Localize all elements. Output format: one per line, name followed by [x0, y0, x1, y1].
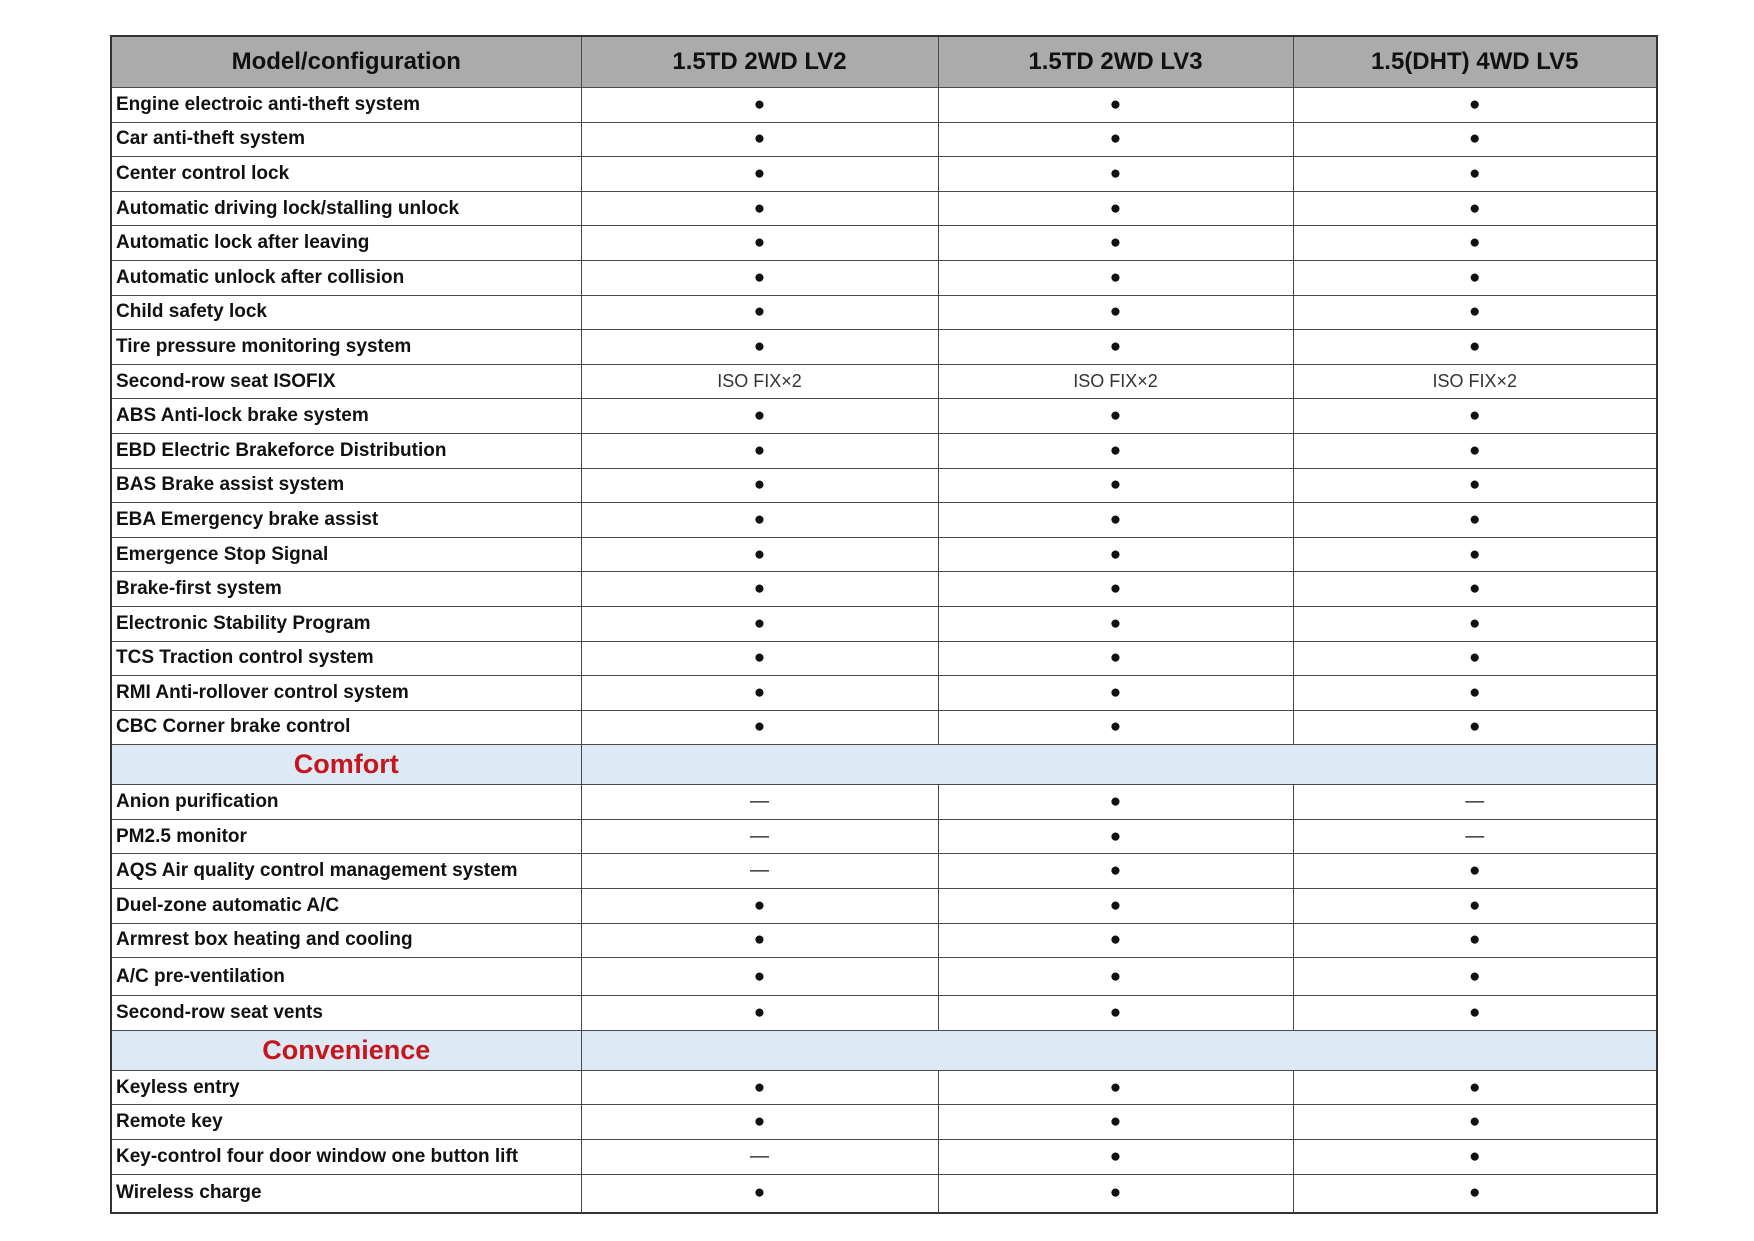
config-value: ●	[581, 572, 938, 607]
config-value: —	[1293, 785, 1657, 820]
table-row	[111, 226, 1657, 261]
feature-name: AQS Air quality control management system	[111, 854, 581, 889]
config-value: ●	[938, 433, 1293, 468]
feature-name: Automatic unlock after collision	[111, 260, 581, 295]
config-value: —	[581, 1140, 938, 1175]
table-row	[111, 1070, 1657, 1105]
feature-name: Key-control four door window one button lift	[111, 1140, 581, 1175]
config-value: ●	[1293, 157, 1657, 192]
table-row	[111, 676, 1657, 711]
header-lv2: 1.5TD 2WD LV2	[581, 36, 938, 88]
table-header	[111, 36, 1657, 88]
config-value: ●	[581, 676, 938, 711]
feature-name: TCS Traction control system	[111, 641, 581, 676]
table-row	[111, 330, 1657, 365]
config-value: ●	[581, 710, 938, 745]
config-value: ●	[938, 676, 1293, 711]
feature-name: Duel-zone automatic A/C	[111, 889, 581, 924]
header-lv5: 1.5(DHT) 4WD LV5	[1293, 36, 1657, 88]
feature-name: Anion purification	[111, 785, 581, 820]
feature-name: Emergence Stop Signal	[111, 537, 581, 572]
section-title: Comfort	[111, 745, 581, 785]
config-value: ●	[938, 572, 1293, 607]
table-row	[111, 399, 1657, 434]
table-row	[111, 572, 1657, 607]
config-value: ●	[938, 537, 1293, 572]
config-value: ●	[581, 889, 938, 924]
table-row	[111, 785, 1657, 820]
feature-name: Car anti-theft system	[111, 122, 581, 157]
feature-name: Electronic Stability Program	[111, 606, 581, 641]
config-value: ●	[1293, 433, 1657, 468]
config-value: ●	[938, 1140, 1293, 1175]
config-value: ●	[1293, 1174, 1657, 1213]
feature-name: Remote key	[111, 1105, 581, 1140]
config-value: ●	[581, 958, 938, 996]
table-row	[111, 260, 1657, 295]
feature-name: Keyless entry	[111, 1070, 581, 1105]
section-row	[111, 1030, 1657, 1070]
feature-name: EBA Emergency brake assist	[111, 503, 581, 538]
config-value: ●	[938, 157, 1293, 192]
section-row	[111, 745, 1657, 785]
feature-name: BAS Brake assist system	[111, 468, 581, 503]
config-value: ●	[938, 996, 1293, 1031]
config-value: ●	[938, 710, 1293, 745]
table-body	[111, 88, 1657, 1213]
feature-name: Second-row seat vents	[111, 996, 581, 1031]
section-fill	[581, 745, 1657, 785]
feature-name: RMI Anti-rollover control system	[111, 676, 581, 711]
config-value: ●	[938, 1105, 1293, 1140]
table-row	[111, 996, 1657, 1031]
feature-name: EBD Electric Brakeforce Distribution	[111, 433, 581, 468]
config-value: ●	[1293, 330, 1657, 365]
feature-name: A/C pre-ventilation	[111, 958, 581, 996]
config-value: ●	[581, 923, 938, 958]
feature-name: Tire pressure monitoring system	[111, 330, 581, 365]
config-value: ●	[938, 295, 1293, 330]
config-value: ●	[1293, 537, 1657, 572]
config-value: ●	[581, 226, 938, 261]
config-value: ●	[938, 923, 1293, 958]
config-value: —	[581, 819, 938, 854]
table-row	[111, 889, 1657, 924]
table-row	[111, 157, 1657, 192]
table-row	[111, 641, 1657, 676]
config-value: ●	[1293, 641, 1657, 676]
table-row	[111, 923, 1657, 958]
table-row	[111, 1174, 1657, 1213]
config-value: —	[1293, 819, 1657, 854]
config-value: ●	[1293, 889, 1657, 924]
feature-name: Brake-first system	[111, 572, 581, 607]
feature-name: CBC Corner brake control	[111, 710, 581, 745]
config-value: ●	[1293, 399, 1657, 434]
table-row	[111, 537, 1657, 572]
config-value: ●	[581, 537, 938, 572]
config-value: ●	[938, 889, 1293, 924]
config-value: ●	[581, 433, 938, 468]
config-value: ●	[938, 330, 1293, 365]
config-value: ●	[938, 1070, 1293, 1105]
section-fill	[581, 1030, 1657, 1070]
config-value: ISO FIX×2	[938, 364, 1293, 399]
config-value: ●	[938, 854, 1293, 889]
config-value: ●	[581, 330, 938, 365]
table-row	[111, 854, 1657, 889]
config-value: —	[581, 854, 938, 889]
header-lv3: 1.5TD 2WD LV3	[938, 36, 1293, 88]
feature-name: Automatic driving lock/stalling unlock	[111, 191, 581, 226]
feature-name: Automatic lock after leaving	[111, 226, 581, 261]
config-value: ●	[1293, 468, 1657, 503]
table-row	[111, 433, 1657, 468]
feature-name: Child safety lock	[111, 295, 581, 330]
config-value: ●	[938, 641, 1293, 676]
table-row	[111, 958, 1657, 996]
config-value: ●	[581, 1105, 938, 1140]
table-row	[111, 468, 1657, 503]
config-value: ●	[938, 606, 1293, 641]
header-model-configuration: Model/configuration	[111, 36, 581, 88]
config-value: ●	[938, 122, 1293, 157]
config-value: ●	[1293, 854, 1657, 889]
config-value: ●	[938, 260, 1293, 295]
config-value: ●	[1293, 191, 1657, 226]
config-value: ●	[581, 122, 938, 157]
feature-name: Engine electroic anti-theft system	[111, 88, 581, 123]
table-row	[111, 122, 1657, 157]
config-value: ●	[938, 88, 1293, 123]
config-value: ●	[1293, 572, 1657, 607]
config-value: ●	[1293, 676, 1657, 711]
config-value: ●	[581, 641, 938, 676]
config-value: ●	[938, 468, 1293, 503]
table-row	[111, 295, 1657, 330]
config-value: ●	[1293, 88, 1657, 123]
config-value: ●	[581, 996, 938, 1031]
config-value: ●	[581, 88, 938, 123]
config-value: ISO FIX×2	[1293, 364, 1657, 399]
config-value: ●	[1293, 260, 1657, 295]
config-value: ●	[1293, 996, 1657, 1031]
config-value: ●	[581, 1174, 938, 1213]
config-value: ●	[581, 1070, 938, 1105]
config-value: ●	[581, 295, 938, 330]
config-value: ●	[1293, 1070, 1657, 1105]
feature-name: Wireless charge	[111, 1174, 581, 1213]
config-value: ●	[581, 503, 938, 538]
config-value: ●	[1293, 226, 1657, 261]
config-value: —	[581, 785, 938, 820]
spec-table	[110, 35, 1658, 1214]
config-value: ●	[1293, 503, 1657, 538]
config-value: ●	[1293, 122, 1657, 157]
config-value: ●	[581, 468, 938, 503]
table-row	[111, 503, 1657, 538]
config-value: ●	[1293, 710, 1657, 745]
config-value: ●	[581, 157, 938, 192]
config-value: ●	[938, 503, 1293, 538]
config-value: ●	[1293, 958, 1657, 996]
table-row	[111, 364, 1657, 399]
config-value: ●	[581, 606, 938, 641]
config-value: ●	[938, 1174, 1293, 1213]
config-value: ●	[1293, 1105, 1657, 1140]
feature-name: Second-row seat ISOFIX	[111, 364, 581, 399]
table-row	[111, 710, 1657, 745]
table-row	[111, 1140, 1657, 1175]
feature-name: PM2.5 monitor	[111, 819, 581, 854]
config-value: ●	[938, 191, 1293, 226]
section-title: Convenience	[111, 1030, 581, 1070]
table-row	[111, 88, 1657, 123]
config-value: ISO FIX×2	[581, 364, 938, 399]
config-value: ●	[1293, 606, 1657, 641]
config-value: ●	[1293, 923, 1657, 958]
config-value: ●	[938, 226, 1293, 261]
table-row	[111, 191, 1657, 226]
feature-name: Center control lock	[111, 157, 581, 192]
config-value: ●	[581, 399, 938, 434]
config-value: ●	[1293, 1140, 1657, 1175]
config-value: ●	[938, 399, 1293, 434]
config-value: ●	[1293, 295, 1657, 330]
header-row	[111, 36, 1657, 88]
table-row	[111, 1105, 1657, 1140]
config-value: ●	[938, 785, 1293, 820]
config-value: ●	[581, 260, 938, 295]
table-row	[111, 606, 1657, 641]
config-value: ●	[581, 191, 938, 226]
feature-name: ABS Anti-lock brake system	[111, 399, 581, 434]
config-value: ●	[938, 819, 1293, 854]
config-value: ●	[938, 958, 1293, 996]
feature-name: Armrest box heating and cooling	[111, 923, 581, 958]
table-row	[111, 819, 1657, 854]
